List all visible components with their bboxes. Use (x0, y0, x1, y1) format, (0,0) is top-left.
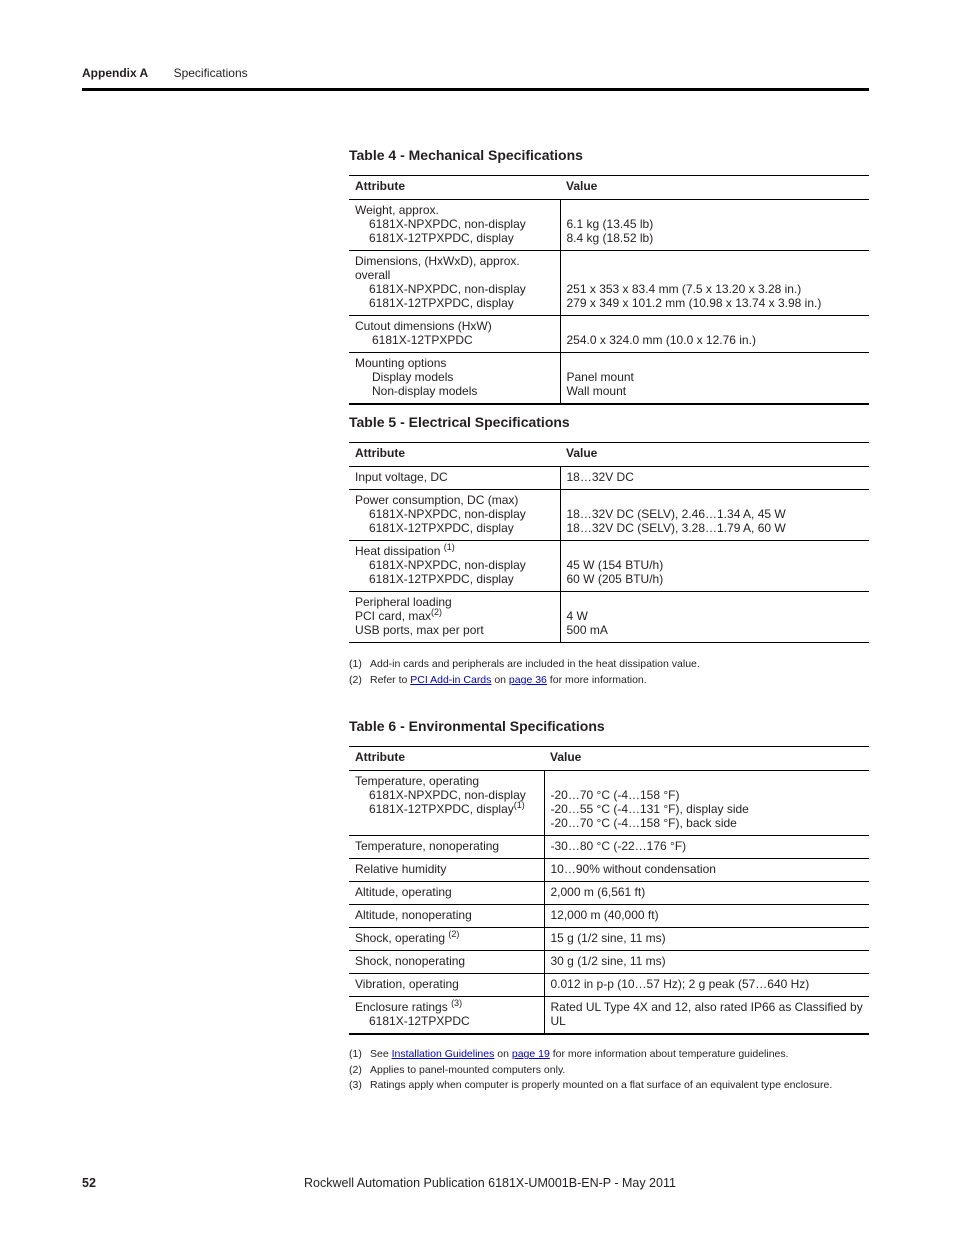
attr-sub: 6181X-12TPXPDC, display (369, 572, 514, 586)
attr-label: Mounting options (355, 356, 447, 370)
attr-cell (349, 928, 544, 951)
attr-label (355, 1000, 538, 1014)
footnote-text: on (494, 1048, 512, 1060)
footnote-ref: (2) (431, 607, 443, 617)
page-number: 52 (82, 1176, 96, 1190)
table-header-row (349, 747, 869, 771)
value-line: -20…70 °C (-4…158 °F), back side (550, 816, 737, 830)
attr-label: Temperature, operating (355, 774, 480, 788)
value-cell: 12,000 m (40,000 ft) (544, 905, 869, 928)
footnote-number: (1) (349, 658, 362, 670)
footnote-ref: (1) (443, 542, 455, 552)
table-row (349, 859, 869, 882)
value-line: 500 mA (566, 623, 608, 637)
col-header-attribute: Attribute (349, 747, 544, 771)
value-line: -20…70 °C (-4…158 °F) (550, 788, 680, 802)
value-line: 45 W (154 BTU/h) (566, 558, 664, 572)
table-row (349, 200, 869, 251)
footnote-ref: (3) (451, 998, 463, 1008)
value-cell (544, 771, 869, 836)
attr-cell (349, 997, 544, 1035)
footnote-number: (2) (349, 1063, 362, 1076)
col-header-value: Value (544, 747, 869, 771)
attr-cell: Shock, nonoperating (349, 951, 544, 974)
attr-label: Power consumption, DC (max) (355, 493, 519, 507)
table-row (349, 592, 869, 643)
attr-cell: Altitude, operating (349, 882, 544, 905)
footnote-text: Ratings apply when computer is properly mounted on a flat surface of an equivalent type enclosure. (370, 1079, 833, 1091)
footnote (349, 1078, 832, 1094)
attr-sub: 6181X-NPXPDC, non-display (369, 788, 526, 802)
attr-label: Peripheral loading (355, 595, 452, 609)
attr-label: Dimensions, (HxWxD), approx. overall (355, 254, 520, 282)
attr-cell: Altitude, nonoperating (349, 905, 544, 928)
attr-sub-text: 6181X-12TPXPDC, display (369, 802, 514, 816)
value-line: 8.4 kg (18.52 lb) (566, 231, 654, 245)
col-header-value: Value (560, 176, 869, 200)
attr-label: Cutout dimensions (HxW) (355, 319, 492, 333)
attr-cell (349, 316, 560, 353)
publication-footer: Rockwell Automation Publication 6181X-UM001B-EN-P - May 2011 (304, 1176, 676, 1190)
col-header-value: Value (560, 443, 869, 467)
value-cell (560, 353, 869, 405)
value-line: 18…32V DC (SELV), 3.28…1.79 A, 60 W (566, 521, 786, 535)
footnote-number: (3) (349, 1079, 362, 1091)
environmental-spec-table (349, 746, 869, 1035)
attr-label: Input voltage, DC (355, 470, 448, 484)
table5-footnotes (349, 657, 700, 688)
attr-sub: 6181X-12TPXPDC (369, 1014, 470, 1028)
footnote-number: (1) (349, 1048, 362, 1060)
attr-sub: 6181X-NPXPDC, non-display (369, 282, 526, 296)
value-line: 254.0 x 324.0 mm (10.0 x 12.76 in.) (566, 333, 756, 347)
attr-sub: 6181X-12TPXPDC, display (369, 296, 514, 310)
attr-cell (349, 200, 560, 251)
value-cell: Rated UL Type 4X and 12, also rated IP66 as Classified by UL (544, 997, 869, 1035)
footnote-number: (2) (349, 673, 362, 686)
attr-cell: Relative humidity (349, 859, 544, 882)
attr-cell: Temperature, nonoperating (349, 836, 544, 859)
table-row (349, 997, 869, 1035)
footnote-text: See (370, 1048, 392, 1060)
attr-cell (349, 771, 544, 836)
value-cell: -30…80 °C (-22…176 °F) (544, 836, 869, 859)
attr-sub: 6181X-NPXPDC, non-display (369, 217, 526, 231)
value-cell: 30 g (1/2 sine, 11 ms) (544, 951, 869, 974)
table-row (349, 882, 869, 905)
footnote-text: Add-in cards and peripherals are included in the heat dissipation value. (370, 658, 700, 670)
value-cell (560, 592, 869, 643)
footnote-ref: (1) (513, 800, 525, 810)
attr-cell: Vibration, operating (349, 974, 544, 997)
page-19-link[interactable]: page 19 (511, 1048, 550, 1060)
table-row (349, 836, 869, 859)
table6-caption: Table 6 - Environmental Specifications (349, 718, 605, 734)
value-cell (560, 467, 869, 490)
value-line: 6.1 kg (13.45 lb) (566, 217, 654, 231)
running-header (82, 66, 248, 80)
table-row (349, 251, 869, 316)
attr-sub: 6181X-12TPXPDC, display (369, 231, 514, 245)
attr-sub: 6181X-NPXPDC, non-display (369, 507, 526, 521)
installation-guidelines-link[interactable]: Installation Guidelines (391, 1048, 495, 1060)
value-line: Panel mount (566, 370, 634, 384)
value-line: 279 x 349 x 101.2 mm (10.98 x 13.74 x 3.98 in.) (566, 296, 822, 310)
value-line: -20…55 °C (-4…131 °F), display side (550, 802, 749, 816)
footnote (349, 1063, 832, 1079)
attr-label-text: Heat dissipation (355, 544, 441, 558)
table-row (349, 353, 869, 405)
table-row (349, 905, 869, 928)
footnote-text: for more information about temperature guidelines. (549, 1048, 789, 1060)
mechanical-spec-table (349, 175, 869, 405)
col-header-attribute: Attribute (349, 443, 560, 467)
table-row (349, 467, 869, 490)
header-rule (82, 88, 869, 91)
value-cell: 10…90% without condensation (544, 859, 869, 882)
footnote-text: Applies to panel-mounted computers only. (370, 1063, 566, 1076)
footnote-text: on (491, 673, 509, 686)
table6-footnotes (349, 1047, 832, 1094)
table-header-row (349, 443, 869, 467)
attr-sub: 6181X-NPXPDC, non-display (369, 558, 526, 572)
attr-cell (349, 467, 560, 490)
footnote (349, 657, 700, 673)
value-cell: 0.012 in p-p (10…57 Hz); 2 g peak (57…640 Hz) (544, 974, 869, 997)
attr-line: USB ports, max per port (355, 623, 484, 637)
value-cell: 15 g (1/2 sine, 11 ms) (544, 928, 869, 951)
attr-cell (349, 490, 560, 541)
value-line: 18…32V DC (566, 470, 634, 484)
value-cell (560, 200, 869, 251)
header-title: Specifications (173, 66, 248, 80)
value-cell: 2,000 m (6,561 ft) (544, 882, 869, 905)
spacer (355, 816, 538, 830)
attr-label-text: Enclosure ratings (355, 1000, 448, 1014)
value-line: Wall mount (566, 384, 627, 398)
table4-caption: Table 4 - Mechanical Specifications (349, 147, 583, 163)
table-row (349, 951, 869, 974)
value-cell (560, 490, 869, 541)
footnote-text: Refer to (370, 673, 411, 686)
table-row (349, 316, 869, 353)
attr-label: Shock, operating (355, 931, 446, 945)
attr-sub: Display models (372, 370, 454, 384)
value-line: 18…32V DC (SELV), 2.46…1.34 A, 45 W (566, 507, 786, 521)
table-row (349, 771, 869, 836)
attr-cell (349, 541, 560, 592)
table5-caption: Table 5 - Electrical Specifications (349, 414, 570, 430)
attr-label (355, 544, 554, 558)
value-cell (560, 251, 869, 316)
value-line: 251 x 353 x 83.4 mm (7.5 x 13.20 x 3.28 in.) (566, 282, 802, 296)
attr-sub: 6181X-12TPXPDC (372, 333, 473, 347)
attr-sub: Non-display models (372, 384, 478, 398)
page-36-link[interactable]: page 36 (508, 673, 547, 686)
pci-add-in-cards-link[interactable]: PCI Add-in Cards (410, 673, 492, 686)
footnote-text: for more information. (546, 673, 647, 686)
attr-sub (355, 802, 538, 816)
value-line: 60 W (205 BTU/h) (566, 572, 664, 586)
table-row (349, 541, 869, 592)
footnote (349, 1047, 832, 1063)
attr-cell (349, 592, 560, 643)
table-row (349, 974, 869, 997)
value-line: 4 W (566, 609, 588, 623)
attr-cell (349, 353, 560, 405)
attr-cell (349, 251, 560, 316)
electrical-spec-table (349, 442, 869, 643)
footnote (349, 673, 700, 689)
attr-label: Weight, approx. (355, 203, 439, 217)
attr-sub: 6181X-12TPXPDC, display (369, 521, 514, 535)
table-row (349, 490, 869, 541)
table-row (349, 928, 869, 951)
attr-line-text: PCI card, max (355, 609, 432, 623)
footnote-ref: (2) (448, 929, 460, 939)
value-cell (560, 541, 869, 592)
table-header-row (349, 176, 869, 200)
attr-line (355, 609, 554, 623)
col-header-attribute: Attribute (349, 176, 560, 200)
value-cell (560, 316, 869, 353)
header-section: Appendix A (82, 66, 149, 80)
